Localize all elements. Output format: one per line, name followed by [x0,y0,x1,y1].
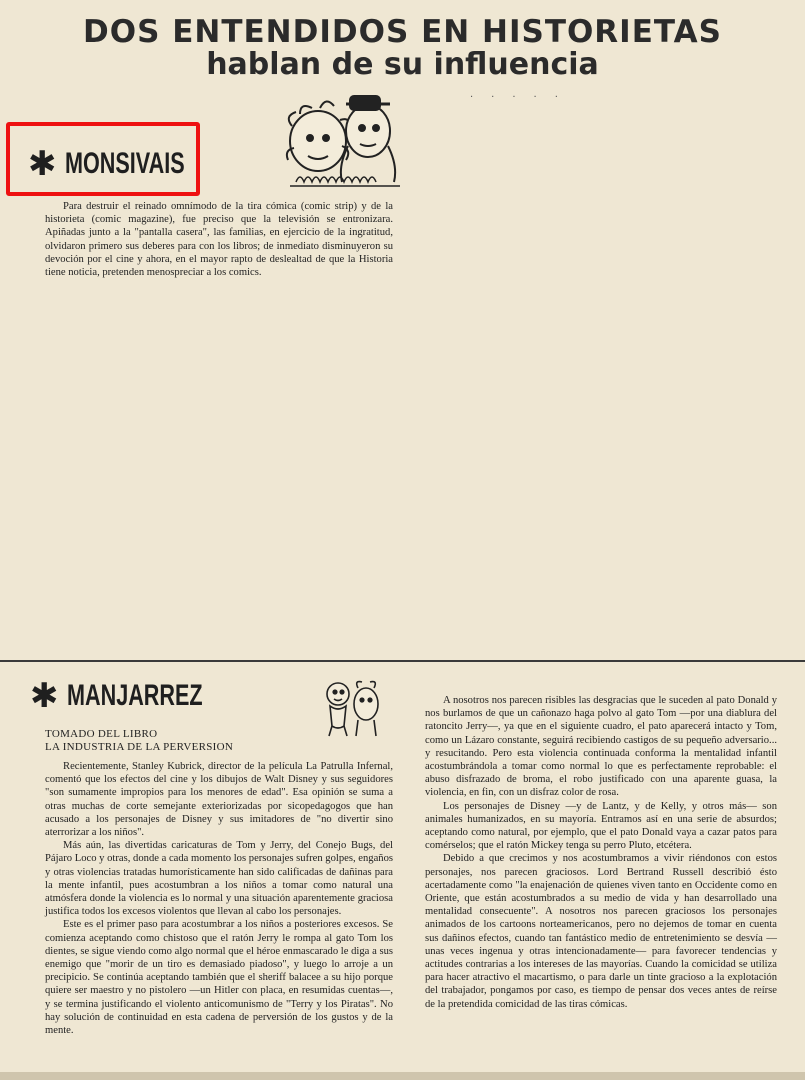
book-source [45,728,233,754]
paragraph: Este es el primer paso para acostumbrar a los niños a posteriores excesos. Se comienza aceptando como chistoso que el ratón Jerry le rompa al gato Tom los dientes, se sigue viendo como algo normal que el héroe enmascarado le diga a sus enemigo que "morir de un tiro es demasiado piadoso", y luego lo arroje a un precipicio. Se continúa aceptando también que el sheriff balacee a su hijo porque quiere ser maestro y no pistolero —un Hitler con placa, en resumidas cuentas—, y se termina justificando el violento anticomunismo de "Terry y los Piratas". No hay solución de continuidad en esta cadena de perversión de los gustos y de la mente. [45,919,393,1037]
section-divider [0,660,805,662]
manjarrez-left-column [45,760,393,1037]
highlight-box [6,122,200,196]
cartoon-illustration-bottom [318,676,388,746]
page-bottom-edge [0,1072,805,1080]
asterisk-icon: ✱ [30,676,59,716]
headline-line2: hablan de su influencia [206,47,599,82]
paragraph: A nosotros nos parecen risibles las desgracias que le suceden al pato Donald y nos burlamos de que un cañonazo haga polvo al gato Tom —por una diablura del ratoncito Jerry—, ya que en el siguiente cuadro, el pato aparecerá intacto y Tom, como un Lázaro constante, seguirá recibiendo castigos de su pequeño adversario... y resucitando. Pero esta violencia continuada conforma la mentalidad infantil acostumbrándola a tomar como normal lo que es perfectamente reprobable: el abuso disfrazado de broma, el robo justificado con una aparente guasa, la violencia, en fin, con un disfraz color de rosa. [425,695,777,799]
author-heading-manjarrez [30,676,255,716]
paragraph: Debido a que crecimos y nos acostumbramos a vivir riéndonos con estos personajes, nos parecen graciosos. Lord Bertrand Russell describió ésto acertadamente como "la enajenación de quienes viven tanto en Occidente como en Oriente, que están acostumbrados a su medio de vida y han desarrollado una mentalidad consecuente". A nosotros nos parecen graciosos los personajes animados de los cartoons norteamericanos, pero no dejemos de tomar en cuenta sus dañinos efectos, cuando tan fantástico medio de entretenimiento se desvía —unas veces ingenua y otras intencionadamente— para favorecer tendencias y actitudes contrarias a los intereses de las mayorías. Cuando la comicidad se utiliza para hacer atractivo el macartismo, o para darle un tinte gracioso a la explotación del trabajador, pongamos por caso, es tiempo de pensar dos veces antes de reírse de la pretendida comicidad de las tiras cómicas. [425,853,777,1010]
paragraph: Recientemente, Stanley Kubrick, director de la película La Patrulla Infernal, comentó que los efectos del cine y los dibujos de Walt Disney y sus seguidores "son sumamente impropios para los menores de edad". Esa opinión se suma a otras muchas de corte semejante exteriorizadas por sicopedagogos que han acusado a los personajes de Disney y sus imitadores de "no divertir sino aterrorizar a los niños". [45,761,393,839]
cartoon-illustration-top [270,86,410,191]
decorative-dots: ····· [470,92,576,103]
paragraph: Los personajes de Disney —y de Lantz, y de Kelly, y otros más— son animales humanizados, en su mayoría. Entramos así en una serie de absurdos; aceptando como natural, por ejemplo, que el pato Donald vaya a cazar patos para comérselos; que el ratón Mickey tenga su perro Pluto, etcétera. [425,800,777,852]
monsivais-text-column [45,200,393,279]
paragraph: Para destruir el reinado omnímodo de la tira cómica (comic strip) y de la historieta (comic magazine), fue preciso que la televisión se entronizara. Apiñadas junto a la "pantalla casera", las familias, en ejercicio de la ingratitud, olvidaron primero sus deberes para con los libros; de inmediato disminuyeron su devoción por el cine y ahora, en el mayor rapto de deslealtad de que la Historia tiene noticia, pretenden menospreciar a los comics. [45,201,393,279]
headline-line1: DOS ENTENDIDOS EN HISTORIETAS [83,14,722,50]
source-line1: TOMADO DEL LIBRO [45,728,158,740]
paragraph: Más aún, las divertidas caricaturas de Tom y Jerry, del Conejo Bugs, del Pájaro Loco y otras, donde a cada momento los personajes sufren golpes, engaños y otras violencias tratadas humorísticamente han sido calificadas de dañinas para la mente infantil, pues acostumbran a los niños a tomar como natural una atmósfera donde la violencia es lo normal y una situación aparentemente graciosa justifica todos los excesos violentos que llevan al cabo los personajes. [45,840,393,918]
author-name: MONSIVAIS [64,147,185,180]
author-name: MANJARREZ [66,679,203,712]
manjarrez-right-column [425,694,777,1011]
asterisk-icon: ✱ [28,144,57,184]
source-line2: LA INDUSTRIA DE LA PERVERSION [45,741,234,753]
